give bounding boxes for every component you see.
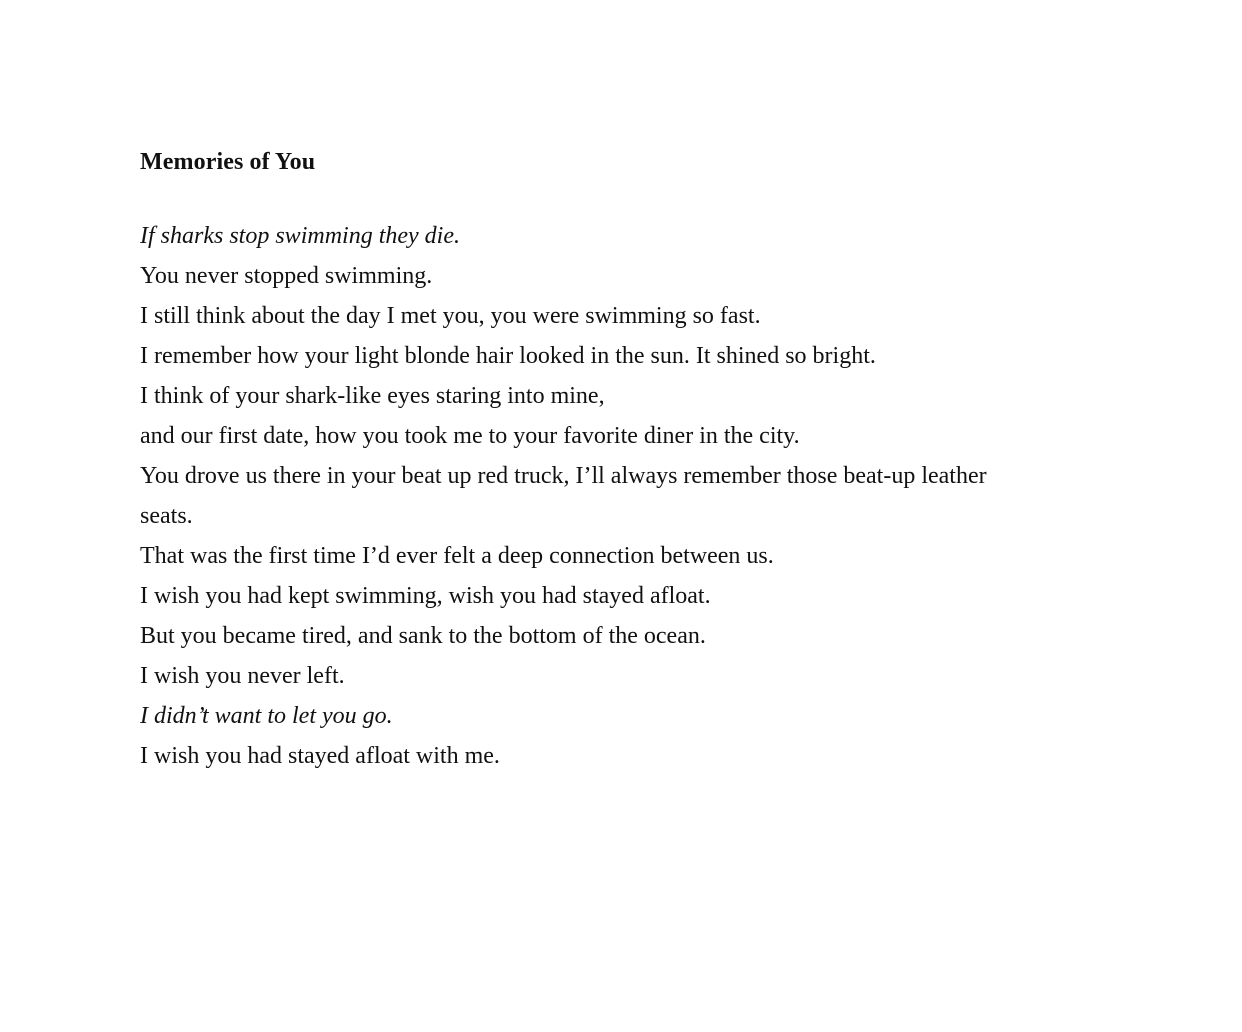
poem-line: seats. xyxy=(140,503,193,529)
poem-line: You drove us there in your beat up red truck, I’ll always remember those beat-up leather xyxy=(140,463,987,489)
poem-line: and our first date, how you took me to your favorite diner in the city. xyxy=(140,423,800,449)
poem-line: If sharks stop swimming they die. xyxy=(140,223,460,249)
poem-line: That was the first time I’d ever felt a deep connection between us. xyxy=(140,543,774,569)
poem-line: I didn’t want to let you go. xyxy=(140,703,393,729)
poem-title: Memories of You xyxy=(140,149,316,175)
poem-line: You never stopped swimming. xyxy=(140,263,433,289)
poem-line: I wish you had stayed afloat with me. xyxy=(140,743,500,769)
poem-body xyxy=(140,216,1090,776)
poem-line: I remember how your light blonde hair looked in the sun. It shined so bright. xyxy=(140,343,876,369)
poem-line: But you became tired, and sank to the bottom of the ocean. xyxy=(140,623,706,649)
poem-line: I think of your shark-like eyes staring into mine, xyxy=(140,383,605,409)
poem-line: I wish you never left. xyxy=(140,663,345,689)
poem-line: I wish you had kept swimming, wish you had stayed afloat. xyxy=(140,583,711,609)
poem-line: I still think about the day I met you, you were swimming so fast. xyxy=(140,303,761,329)
